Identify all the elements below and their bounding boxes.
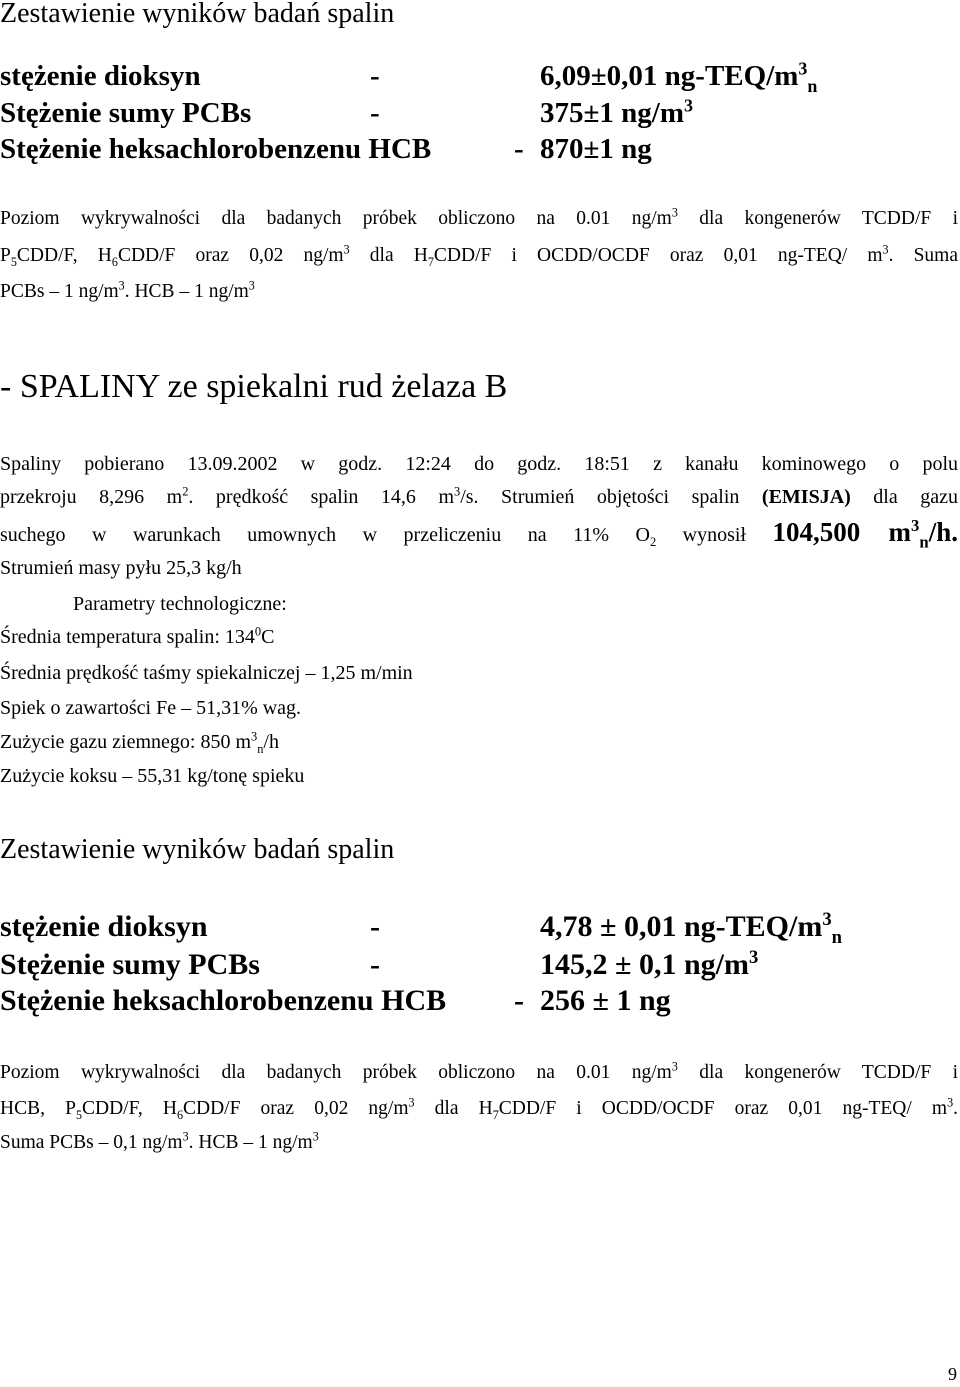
detection-line-2: HCB, $P_5CDD/F$, $H_6CDD/F$ oraz 0,02 $ng/m^3$ dla $H_7CDD/F$ i OCDD/OCDF oraz 0,01 ng-TEQ/ $m^3$. bbox=[0, 1095, 959, 1122]
page-number: 9 bbox=[948, 1364, 957, 1384]
result-row-pcbs bbox=[0, 948, 960, 986]
result-label: Stężenie heksachlorobenzenu HCB bbox=[0, 984, 447, 1017]
result-sub: n bbox=[831, 927, 842, 948]
result-dash: - bbox=[514, 133, 524, 165]
result-value: 4,78 ± 0,01 ng-TEQ/m bbox=[540, 910, 823, 943]
result-sup: 3 bbox=[798, 58, 808, 79]
section-title: Zestawienie wyników badań spalin bbox=[0, 834, 395, 865]
result-dash: - bbox=[370, 60, 380, 92]
result-dash: - bbox=[370, 910, 380, 943]
param-gas: Zużycie gazu ziemnego: 850 $m^3_n/h$ bbox=[0, 729, 279, 756]
result-value: 870±1 ng bbox=[540, 133, 652, 165]
result-label: Stężenie heksachlorobenzenu HCB bbox=[0, 133, 432, 165]
detection-line-1: Poziom wykrywalności dla badanych próbek obliczono na 0.01 $ng/m^3$ dla kongenerów TCDD/F i bbox=[0, 205, 958, 229]
result-row-hcb bbox=[0, 133, 960, 169]
result-row-hcb bbox=[0, 984, 960, 1022]
result-sup: 3 bbox=[822, 909, 832, 930]
param-temperature: Średnia temperatura spalin: $134^0C$ bbox=[0, 624, 275, 648]
param-belt-speed: Średnia prędkość taśmy spiekalniczej – 1,25 m/min bbox=[0, 662, 413, 684]
detection-line-1: Poziom wykrywalności dla badanych próbek obliczono na 0.01 $ng/m^3$ dla kongenerów TCDD/F i bbox=[0, 1059, 958, 1083]
result-value: 6,09±0,01 ng-TEQ/m bbox=[540, 60, 799, 92]
result-sup: 3 bbox=[684, 95, 693, 116]
param-fe: Spiek o zawartości Fe – 51,31% wag. bbox=[0, 697, 302, 719]
detection-line-3: Suma PCBs – 0,1 $ng/m^3$. HCB – 1 $ng/m^3$ bbox=[0, 1129, 319, 1153]
result-value: 145,2 ± 0,1 ng/m bbox=[540, 948, 749, 981]
result-dash: - bbox=[514, 984, 524, 1017]
section-heading: - SPALINY ze spiekalni rud żelaza B bbox=[0, 368, 508, 405]
result-dash: - bbox=[370, 97, 380, 129]
result-sub: n bbox=[807, 75, 818, 96]
paragraph-line: suchego w warunkach umownych w przeliczeniu na 11% $O_2$ wynosił 104,500 $m^3_n/h$. bbox=[0, 516, 958, 552]
result-row-dioxin bbox=[0, 60, 960, 96]
params-title: Parametry technologiczne: bbox=[73, 593, 287, 615]
result-value: 256 ± 1 ng bbox=[540, 984, 671, 1017]
result-label: stężenie dioksyn bbox=[0, 60, 201, 92]
param-coke: Zużycie koksu – 55,31 kg/tonę spieku bbox=[0, 765, 305, 787]
detection-line-3: PCBs – 1 $ng/m^3$. HCB – 1 $ng/m^3$ bbox=[0, 278, 255, 302]
result-dash: - bbox=[370, 948, 380, 981]
result-label: stężenie dioksyn bbox=[0, 910, 208, 943]
result-sup: 3 bbox=[748, 947, 759, 968]
result-value: 375±1 ng/m bbox=[540, 97, 685, 129]
section-title: Zestawienie wyników badań spalin bbox=[0, 0, 395, 29]
detection-line-2: $P_5CDD/F$, $H_6CDD/F$ oraz 0,02 $ng/m^3$ dla $H_7CDD/F$ i OCDD/OCDF oraz 0,01 ng-TEQ/ $m^3$. Suma bbox=[0, 242, 959, 269]
result-row-pcbs bbox=[0, 97, 960, 133]
result-label: Stężenie sumy PCBs bbox=[0, 948, 260, 981]
result-label: Stężenie sumy PCBs bbox=[0, 97, 252, 129]
paragraph-line: Strumień masy pyłu 25,3 kg/h bbox=[0, 557, 242, 579]
paragraph-line: Spaliny pobierano 13.09.2002 w godz. 12:24 do godz. 18:51 z kanału kominowego o polu bbox=[0, 453, 958, 475]
paragraph-line: przekroju 8,296 $m^2$. prędkość spalin 14,6 $m^3/s$. Strumień objętości spalin (EMISJA) dla gazu bbox=[0, 484, 959, 508]
result-row-dioxin bbox=[0, 910, 960, 948]
